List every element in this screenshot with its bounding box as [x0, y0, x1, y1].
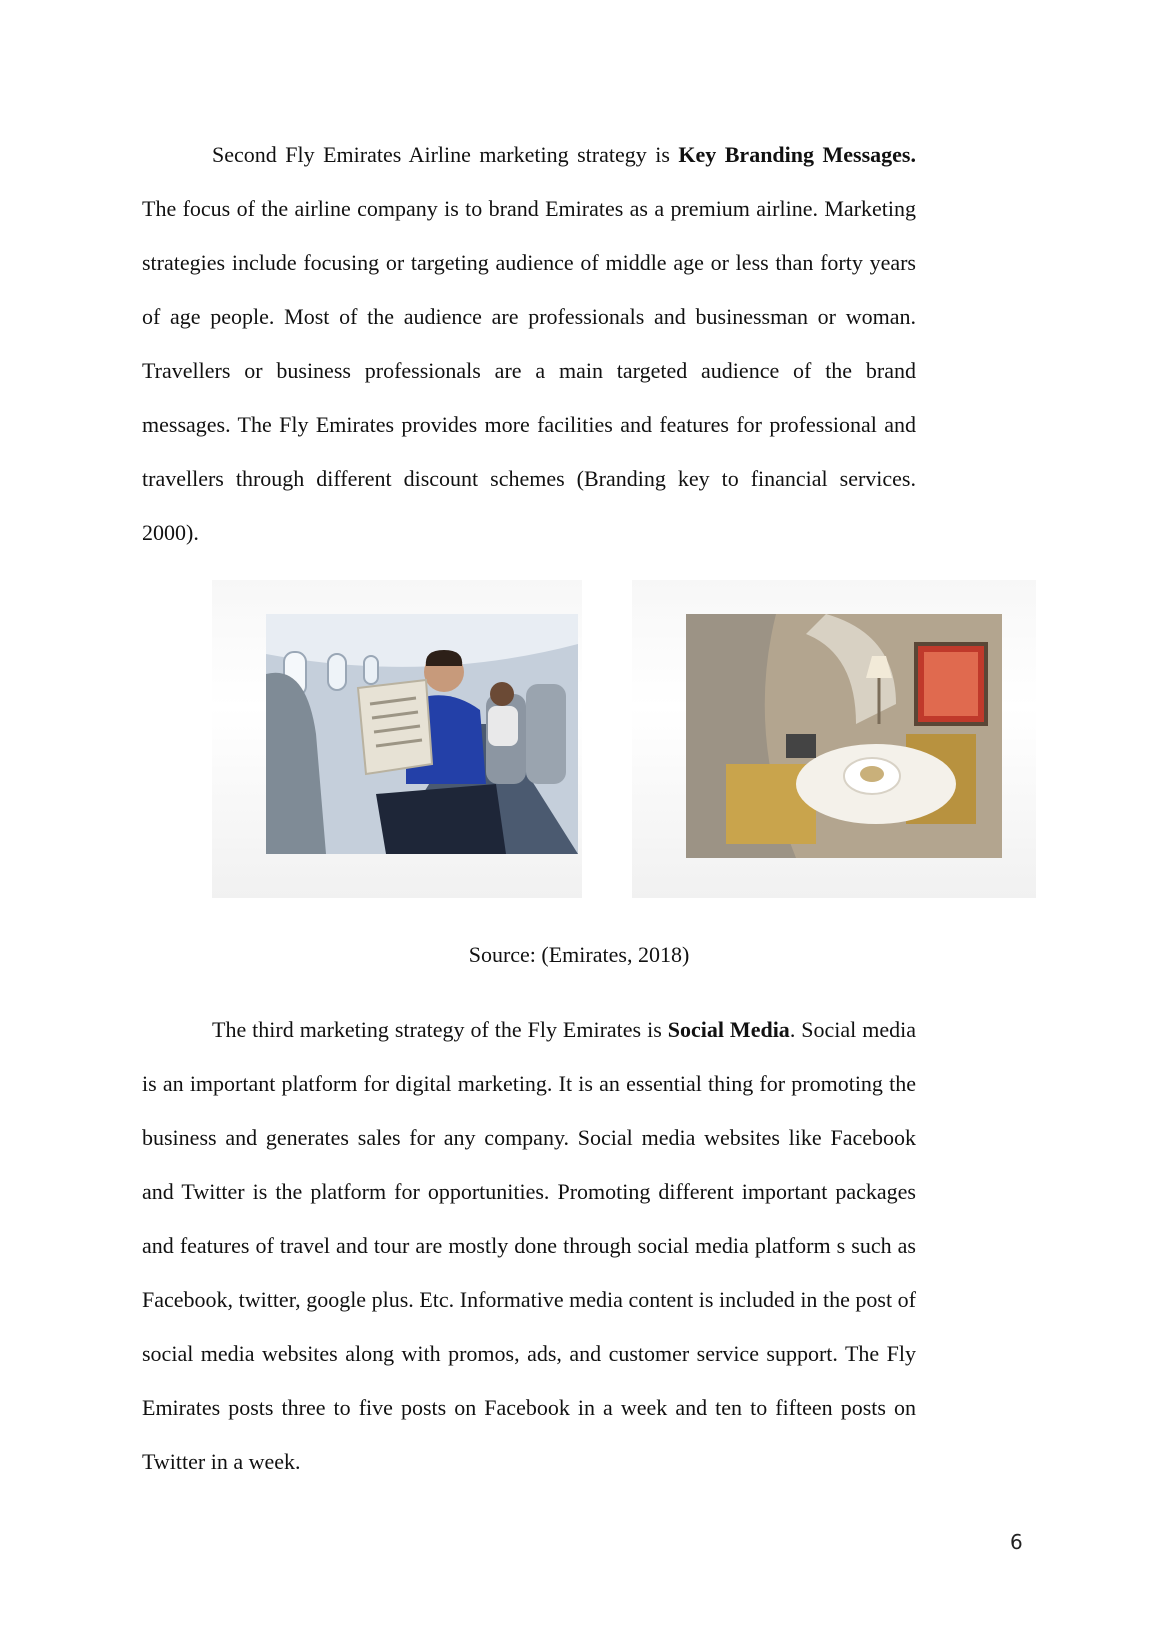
- paragraph-branding: [142, 128, 916, 560]
- first-class-suite-photo: [686, 614, 1002, 858]
- cabin-passengers-illustration: [266, 614, 578, 854]
- first-class-suite-illustration: [686, 614, 1002, 858]
- heading-key-branding: Key Branding Messages.: [678, 142, 916, 167]
- paragraph-social-media-text-1: The third marketing strategy of the Fly Emirates is: [212, 1017, 668, 1042]
- photo-frame-right: [632, 580, 1036, 898]
- heading-social-media: Social Media: [667, 1017, 790, 1042]
- paragraph-social-media-text-2: . Social media is an important platform for digital marketing. It is an essential thing for promoting the business and generates sales for any company. Social media websites like Facebook and Twitter is the platform for opportunities. Promoting different important packages and features of travel and tour are mostly done through social media platform s such as Facebook, twitter, google plus. Etc. Informative media content is included in the post of social media websites along with promos, ads, and customer service support. The Fly Emirates posts three to five posts on Facebook in a week and ten to fifteen posts on Twitter in a week.: [142, 1017, 916, 1474]
- cabin-passengers-photo: [266, 614, 578, 854]
- paragraph-branding-text-1: Second Fly Emirates Airline marketing strategy is: [212, 142, 679, 167]
- paragraph-social-media: [142, 1003, 916, 1489]
- page-number: 6: [1010, 1530, 1023, 1554]
- paragraph-branding-text-2: The focus of the airline company is to brand Emirates as a premium airline. Marketing strategies include focusing or targeting audience of middle age or less than forty years of age people. Most of the audience are professionals and businessman or woman. Travellers or business professionals are a main targeted audience of the brand messages. The Fly Emirates provides more facilities and features for professional and travellers through different discount schemes (Branding key to financial services. 2000).: [142, 196, 916, 545]
- figure-caption: Source: (Emirates, 2018): [468, 942, 690, 967]
- photo-frame-left: [212, 580, 582, 898]
